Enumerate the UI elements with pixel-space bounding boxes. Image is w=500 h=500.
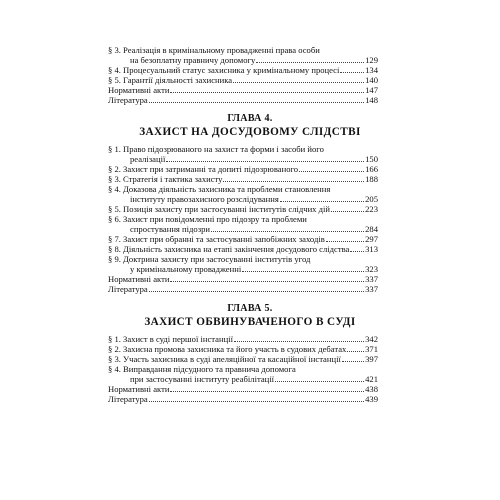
toc-entry	[108, 284, 378, 294]
toc-entry	[130, 154, 378, 164]
toc-page-number: 129	[365, 55, 378, 65]
toc-page-number: 188	[365, 174, 378, 184]
toc-entry-text: § 3. Реалізація в кримінальному провадженні права особи	[108, 45, 320, 55]
leader-dots	[340, 72, 364, 73]
toc-page-number: 313	[365, 244, 378, 254]
toc-entry-text: § 5. Гарантії діяльності захисника	[108, 75, 233, 85]
toc-entry	[108, 85, 378, 95]
toc-page-number: 323	[365, 264, 378, 274]
toc-entry-text: § 4. Доказова діяльність захисника та проблеми становлення	[108, 184, 331, 194]
toc-entry	[108, 334, 378, 344]
toc-page-number: 166	[365, 164, 378, 174]
leader-dots	[242, 271, 364, 272]
toc-entry	[130, 224, 378, 234]
toc-page-number: 223	[365, 204, 378, 214]
toc-page-number: 397	[365, 354, 378, 364]
toc-entry-text: Література	[108, 394, 148, 404]
toc-entry-text: § 3. Участь захисника в суді апеляційної та касаційної інстанції	[108, 354, 341, 364]
toc-entry-text: при застосуванні інституту реабілітації	[130, 374, 275, 384]
leader-dots	[233, 82, 364, 83]
toc-entry-text: Нормативні акти	[108, 274, 170, 284]
leader-dots	[170, 391, 364, 392]
leader-dots	[149, 291, 364, 292]
chapter-5-label: ГЛАВА 5.	[227, 303, 273, 314]
toc-entry	[108, 384, 378, 394]
toc-entry	[108, 394, 378, 404]
toc-entry-text: § 4. Виправдання підсудного та правнича допомога	[108, 364, 296, 374]
toc-entry	[108, 174, 378, 184]
leader-dots	[280, 201, 364, 202]
toc-entry-text: реалізації	[130, 154, 166, 164]
toc-entry	[108, 244, 378, 254]
toc-entry	[108, 65, 378, 75]
leader-dots	[149, 102, 364, 103]
toc-page-number: 337	[365, 284, 378, 294]
toc-entry	[108, 144, 378, 154]
toc-page-number: 297	[365, 234, 378, 244]
leader-dots	[342, 361, 364, 362]
leader-dots	[299, 171, 364, 172]
toc-page-number: 148	[365, 95, 378, 105]
toc-entry	[108, 204, 378, 214]
toc-page-number: 147	[365, 85, 378, 95]
leader-dots	[350, 251, 364, 252]
toc-page-number: 134	[365, 65, 378, 75]
toc-page-number: 150	[365, 154, 378, 164]
toc-entry	[130, 194, 378, 204]
toc-entry	[108, 45, 378, 55]
toc-entry-text: § 1. Право підозрюваного на захист та форми і засоби його	[108, 144, 324, 154]
toc-page-number: 284	[365, 224, 378, 234]
leader-dots	[211, 231, 364, 232]
toc-entry-text: § 4. Процесуальний статус захисника у кримінальному процесі	[108, 65, 340, 75]
toc-entry	[108, 344, 378, 354]
toc-entry-text: § 3. Стратегія і тактика захисту	[108, 174, 223, 184]
leader-dots	[223, 181, 364, 182]
leader-dots	[149, 401, 364, 402]
toc-entry	[108, 75, 378, 85]
toc-entry-text: спростування підозри	[130, 224, 210, 234]
toc-entry	[130, 374, 378, 384]
toc-entry-text: у кримінальному провадженні	[130, 264, 242, 274]
toc-entry-text: § 7. Захист при обранні та застосуванні запобіжних заходів	[108, 234, 325, 244]
toc-entry	[108, 214, 378, 224]
toc-page-number: 337	[365, 274, 378, 284]
toc-page-number: 342	[365, 334, 378, 344]
chapter-4-label: ГЛАВА 4.	[227, 113, 273, 124]
toc-entry	[108, 254, 378, 264]
toc-entry-text: § 8. Діяльність захисника на етапі закінчення досудового слідства	[108, 244, 350, 254]
leader-dots	[256, 62, 364, 63]
leader-dots	[166, 161, 364, 162]
chapter-5-title: ЗАХИСТ ОБВИНУВАЧЕНОГО В СУДІ	[144, 316, 356, 328]
toc-entry	[108, 184, 378, 194]
leader-dots	[234, 341, 364, 342]
toc-entry	[108, 95, 378, 105]
toc-entry-text: § 5. Позиція захисту при застосуванні інститутів слідчих дій	[108, 204, 330, 214]
toc-entry	[108, 164, 378, 174]
toc-page-number: 140	[365, 75, 378, 85]
leader-dots	[170, 281, 364, 282]
toc-entry-text: § 9. Доктрина захисту при застосуванні інститутів угод	[108, 254, 311, 264]
toc-entry-text: Нормативні акти	[108, 85, 170, 95]
toc-entry-text: § 2. Захисна промова захисника та його участь в судових дебатах	[108, 344, 347, 354]
toc-entry-text: Література	[108, 284, 148, 294]
leader-dots	[326, 241, 364, 242]
toc-entry-text: Література	[108, 95, 148, 105]
toc-entry	[130, 264, 378, 274]
leader-dots	[347, 351, 364, 352]
toc-page-number: 421	[365, 374, 378, 384]
toc-entry-text: § 1. Захист в суді першої інстанції	[108, 334, 233, 344]
toc-page-number: 438	[365, 384, 378, 394]
toc-entry-text: Нормативні акти	[108, 384, 170, 394]
toc-entry	[108, 234, 378, 244]
toc-entry-text: § 6. Захист при повідомленні про підозру та проблеми	[108, 214, 307, 224]
toc-entry	[108, 354, 378, 364]
toc-page-number: 371	[365, 344, 378, 354]
leader-dots	[170, 92, 364, 93]
leader-dots	[275, 381, 364, 382]
leader-dots	[331, 211, 364, 212]
toc-entry	[108, 364, 378, 374]
toc-entry-text: на безоплатну правничу допомогу	[130, 55, 256, 65]
toc-entry-text: § 2. Захист при затриманні та допиті підозрюваного	[108, 164, 299, 174]
toc-page-number: 439	[365, 394, 378, 404]
toc-entry	[108, 274, 378, 284]
chapter-4-title: ЗАХИСТ НА ДОСУДОВОМУ СЛІДСТВІ	[139, 126, 361, 138]
toc-entry-text: інституту правозахисного розслідування	[130, 194, 279, 204]
toc-entry	[130, 55, 378, 65]
toc-page-number: 205	[365, 194, 378, 204]
